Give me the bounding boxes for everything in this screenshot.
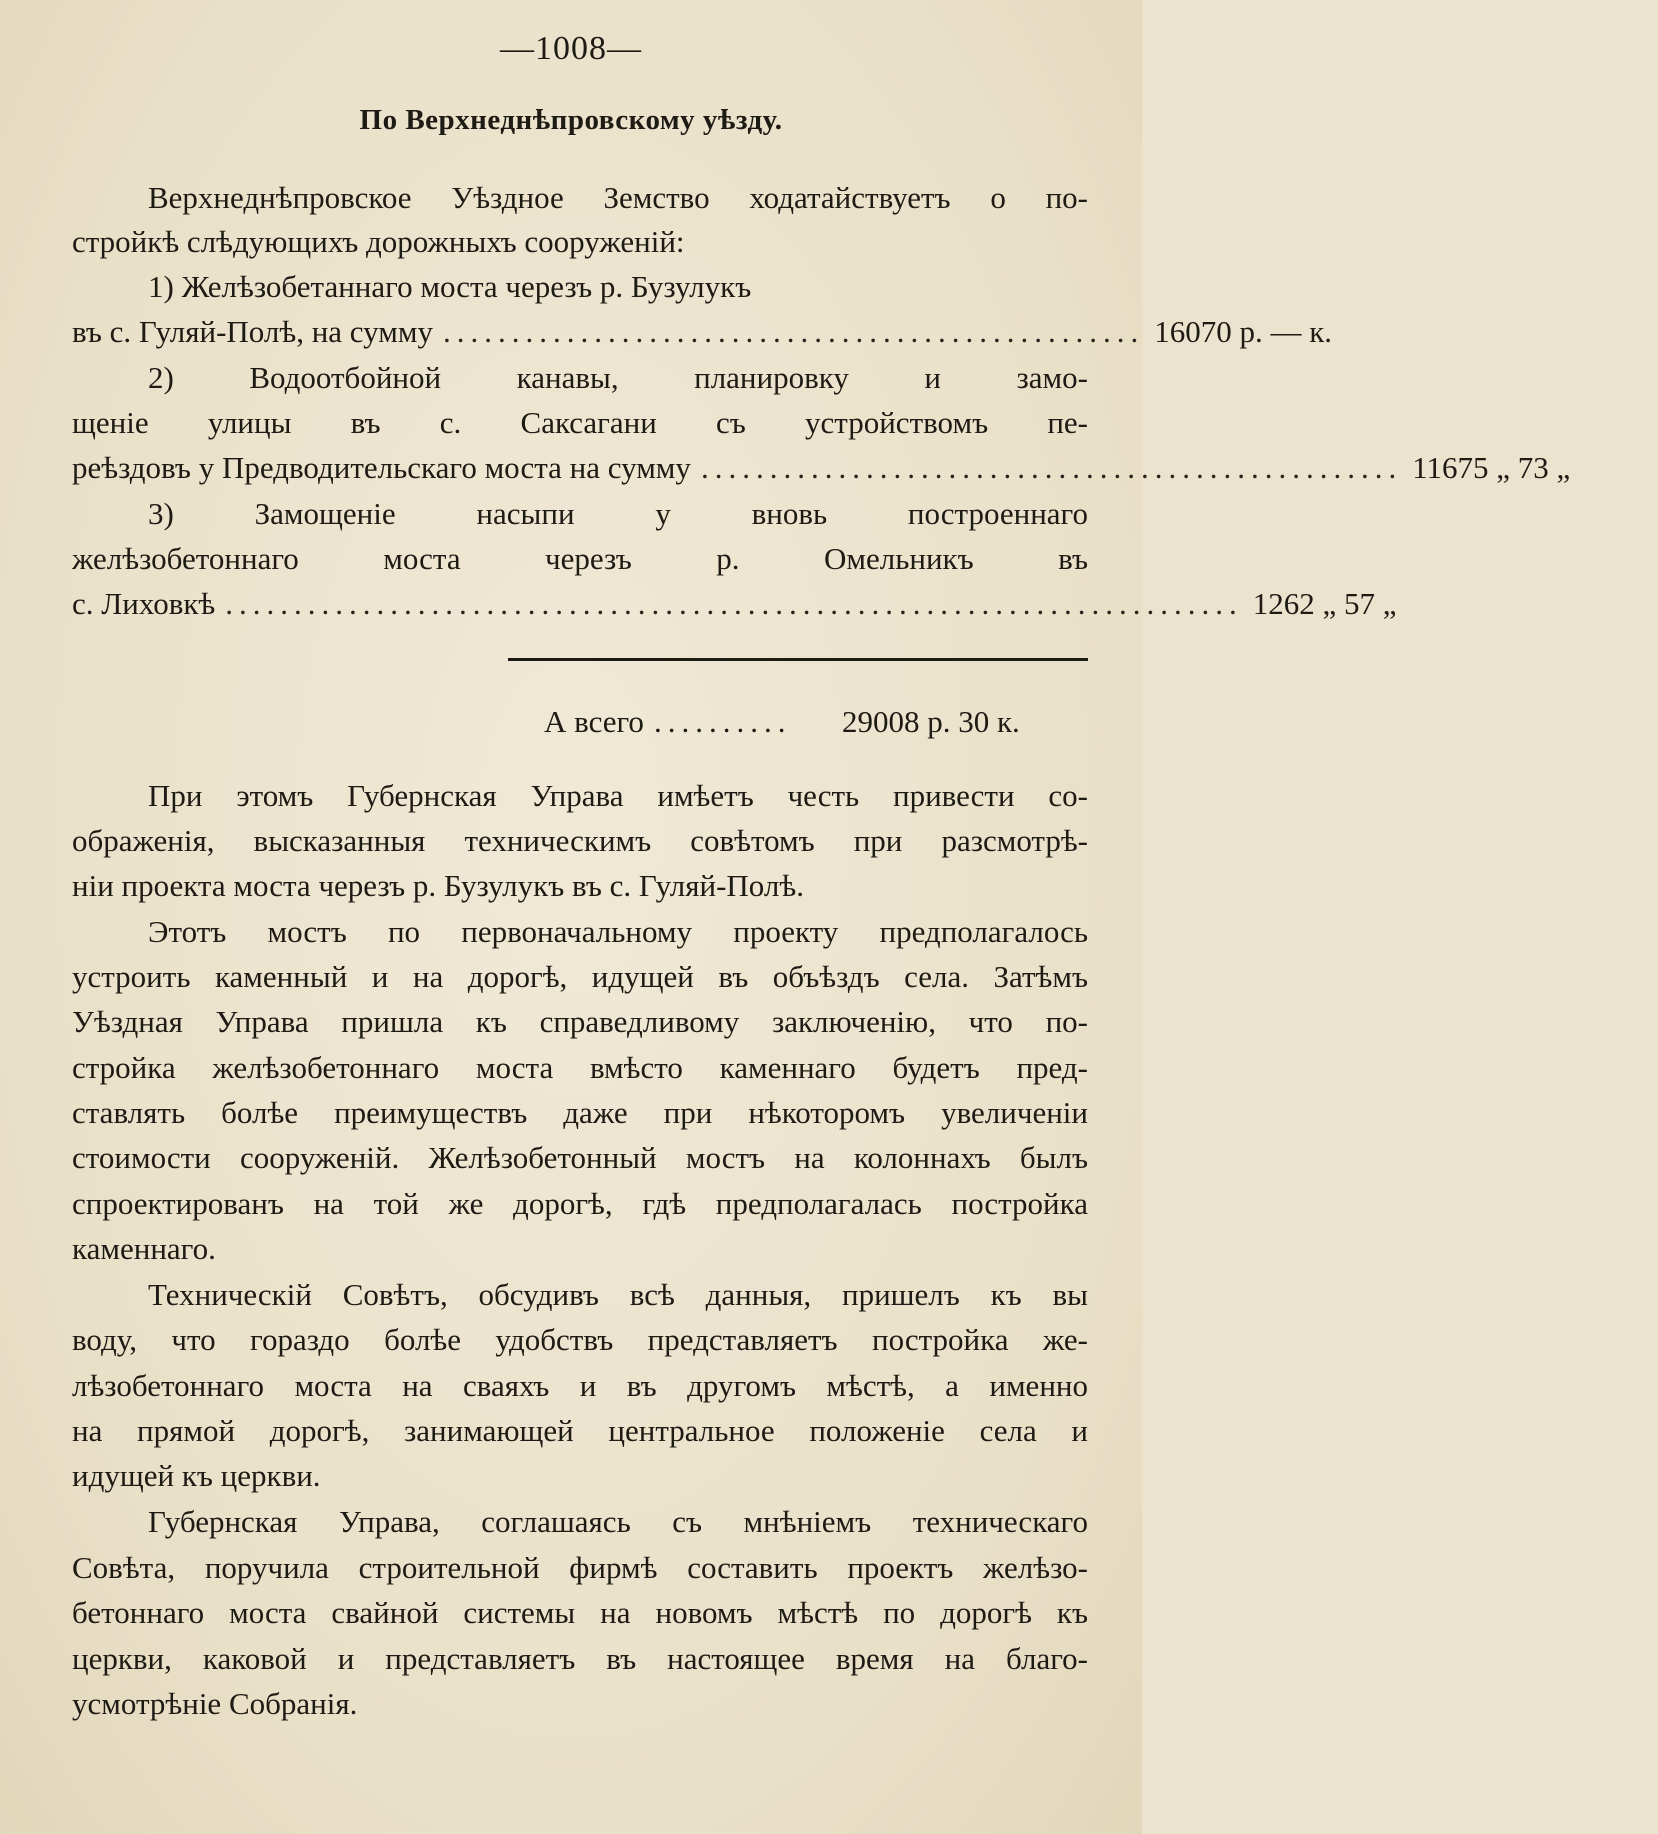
paragraph-4-line: церкви, каковой и представляетъ въ настоящее время на благо- bbox=[72, 1641, 1088, 1676]
total-amount: 29008 р. 30 к. bbox=[842, 704, 1020, 739]
leader-dots: .......................................................................... bbox=[225, 586, 1243, 621]
paragraph-3-line: идущей къ церкви. bbox=[72, 1458, 321, 1493]
leader-dots: .......... bbox=[653, 704, 792, 739]
item-3-line: 3) Замощеніе насыпи у вновь построеннаго bbox=[148, 496, 1088, 531]
page-number: —1008— bbox=[500, 30, 642, 67]
paragraph-2-line: каменнаго. bbox=[72, 1231, 216, 1266]
item-2-sum-line bbox=[72, 446, 1571, 490]
paragraph-2-line: Этотъ мостъ по первоначальному проекту предполагалось bbox=[148, 914, 1088, 949]
paragraph-1-line: При этомъ Губернская Управа имѣетъ честь привести со- bbox=[148, 778, 1088, 813]
paragraph-4-line: бетоннаго моста свайной системы на новомъ мѣстѣ по дорогѣ къ bbox=[72, 1595, 1088, 1630]
intro-line: Верхнеднѣпровское Уѣздное Земство ходатайствуетъ о по- bbox=[148, 180, 1088, 215]
paragraph-1-line: ображенія, высказанныя техническимъ совѣтомъ при разсмотрѣ- bbox=[72, 823, 1088, 858]
paragraph-3-line: на прямой дорогѣ, занимающей центральное положеніе села и bbox=[72, 1413, 1088, 1448]
item-3-line: желѣзобетоннаго моста черезъ р. Омельникъ въ bbox=[72, 541, 1088, 576]
item-1-line: 1) Желѣзобетаннаго моста черезъ р. Бузулукъ bbox=[148, 269, 752, 304]
item-1-amount: 16070 р. — к. bbox=[1154, 314, 1333, 349]
item-2-line: щеніе улицы въ с. Саксагани съ устройствомъ пе- bbox=[72, 405, 1088, 440]
item-3-sum-line bbox=[72, 582, 1397, 626]
paragraph-2-line: ставлять болѣе преимуществъ даже при нѣкоторомъ увеличеніи bbox=[72, 1095, 1088, 1130]
paragraph-2-line: спроектированъ на той же дорогѣ, гдѣ предполагалась постройка bbox=[72, 1186, 1088, 1221]
paragraph-2-line: Уѣздная Управа пришла къ справедливому заключенію, что по- bbox=[72, 1004, 1088, 1039]
paragraph-4-line: Губернская Управа, соглашаясь съ мнѣніемъ техническаго bbox=[148, 1504, 1088, 1539]
leader-dots: ................................................... bbox=[700, 450, 1403, 485]
paragraph-1-line: ніи проекта моста черезъ р. Бузулукъ въ с. Гуляй-Полѣ. bbox=[72, 868, 804, 903]
item-2-amount: 11675 „ 73 „ bbox=[1412, 450, 1571, 485]
section-heading: По Верхнеднѣпровскому уѣзду. bbox=[359, 104, 783, 136]
total-label: А всего bbox=[544, 704, 644, 739]
item-1-sum-line bbox=[72, 310, 1333, 354]
paragraph-4-line: усмотрѣніе Собранія. bbox=[72, 1686, 358, 1721]
item-3-amount: 1262 „ 57 „ bbox=[1252, 586, 1397, 621]
item-2-line: 2) Водоотбойной канавы, планировку и замо- bbox=[148, 360, 1088, 395]
item-2-label: реѣздовъ у Предводительскаго моста на сумму bbox=[72, 450, 691, 485]
total-line bbox=[544, 700, 1088, 744]
paragraph-3-line: воду, что гораздо болѣе удобствъ представляетъ постройка же- bbox=[72, 1322, 1088, 1357]
paragraph-3-line: Техническій Совѣтъ, обсудивъ всѣ данныя, пришелъ къ вы bbox=[148, 1277, 1088, 1312]
paragraph-3-line: лѣзобетоннаго моста на сваяхъ и въ другомъ мѣстѣ, а именно bbox=[72, 1368, 1088, 1403]
paragraph-4-line: Совѣта, поручила строительной фирмѣ составить проектъ желѣзо- bbox=[72, 1550, 1088, 1585]
paragraph-2-line: стройка желѣзобетоннаго моста вмѣсто каменнаго будетъ пред- bbox=[72, 1050, 1088, 1085]
item-3-label: с. Лиховкѣ bbox=[72, 586, 216, 621]
paragraph-2-line: стоимости сооруженій. Желѣзобетонный мостъ на колоннахъ былъ bbox=[72, 1140, 1088, 1175]
item-1-label: въ с. Гуляй-Полѣ, на сумму bbox=[72, 314, 433, 349]
total-rule bbox=[508, 658, 1088, 661]
leader-dots: ................................................... bbox=[442, 314, 1145, 349]
intro-line: стройкѣ слѣдующихъ дорожныхъ сооруженій: bbox=[72, 224, 685, 259]
paragraph-2-line: устроить каменный и на дорогѣ, идущей въ объѣздъ села. Затѣмъ bbox=[72, 959, 1088, 994]
